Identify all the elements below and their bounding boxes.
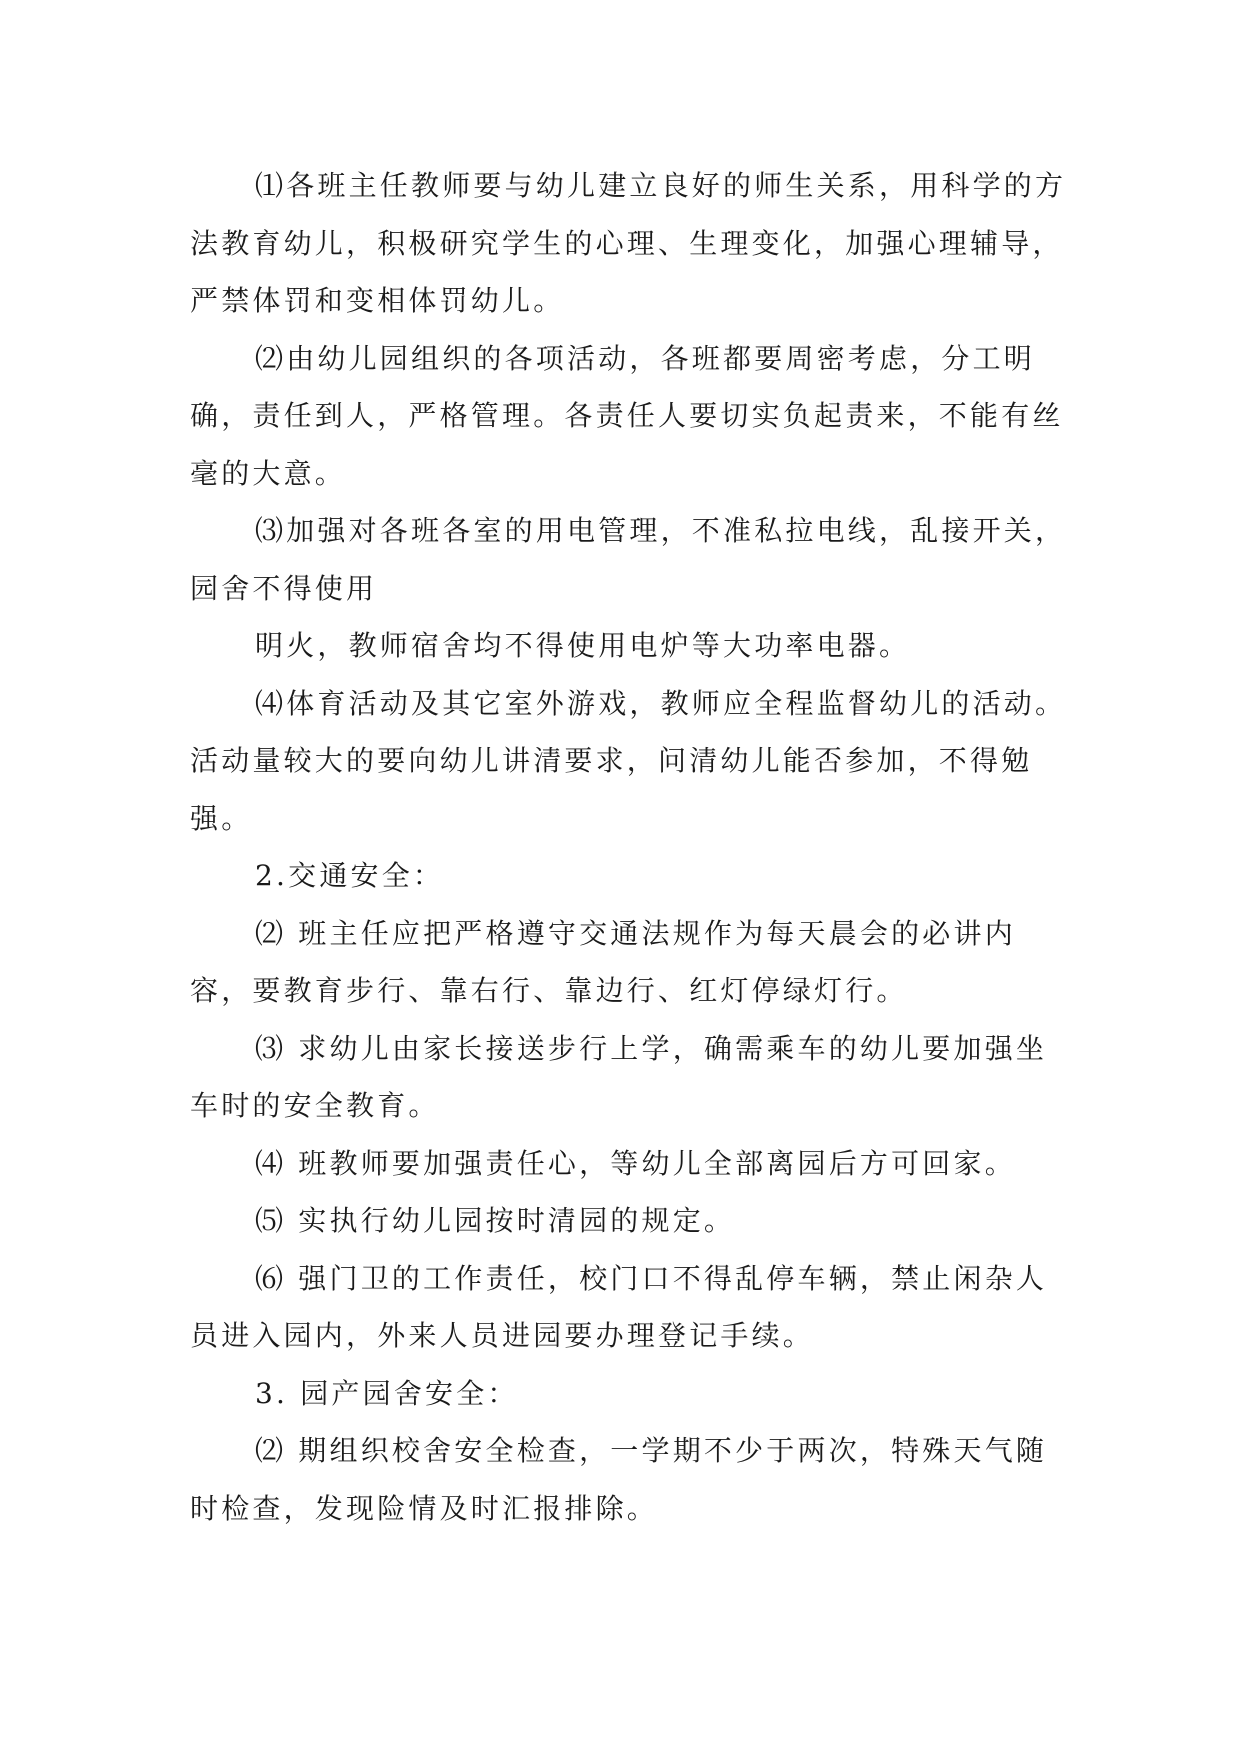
paragraph-2: ⑵由幼儿园组织的各项活动，各班都要周密考虑，分工明确，责任到人，严格管理。各责任人要切实负起责来，不能有丝毫的大意。 xyxy=(190,341,1064,490)
paragraph-8: ⑶ 求幼儿由家长接送步行上学，确需乘车的幼儿要加强坐车时的安全教育。 xyxy=(190,1031,1048,1122)
paragraph-3: ⑶加强对各班各室的用电管理，不准私拉电线，乱接开关，园舍不得使用 xyxy=(190,514,1067,605)
paragraph-10: ⑸ 实执行幼儿园按时清园的规定。 xyxy=(255,1204,736,1237)
paragraph-1: ⑴各班主任教师要与幼儿建立良好的师生关系，用科学的方法教育幼儿，积极研究学生的心理、生理变化，加强心理辅导，严禁体罚和变相体罚幼儿。 xyxy=(190,169,1067,317)
paragraph-7: ⑵ 班主任应把严格遵守交通法规作为每天晨会的必讲内容，要教育步行、靠右行、靠边行、红灯停绿灯行。 xyxy=(190,916,1016,1007)
document-body xyxy=(190,157,1070,1537)
paragraph-5: ⑷体育活动及其它室外游戏，教师应全程监督幼儿的活动。活动量较大的要向幼儿讲清要求，问清幼儿能否参加，不得勉强。 xyxy=(190,686,1067,835)
paragraph-4: 明火，教师宿舍均不得使用电炉等大功率电器。 xyxy=(255,629,911,662)
section-heading-property: 3. 园产园舍安全： xyxy=(255,1376,519,1410)
paragraph-13: ⑵ 期组织校舍安全检查，一学期不少于两次，特殊天气随时检查，发现险情及时汇报排除。 xyxy=(190,1434,1048,1525)
paragraph-11: ⑹ 强门卫的工作责任，校门口不得乱停车辆，禁止闲杂人员进入园内，外来人员进园要办理登记手续。 xyxy=(190,1261,1048,1352)
paragraph-9: ⑷ 班教师要加强责任心，等幼儿全部离园后方可回家。 xyxy=(255,1146,1016,1180)
section-heading-traffic: 2.交通安全： xyxy=(255,859,445,892)
